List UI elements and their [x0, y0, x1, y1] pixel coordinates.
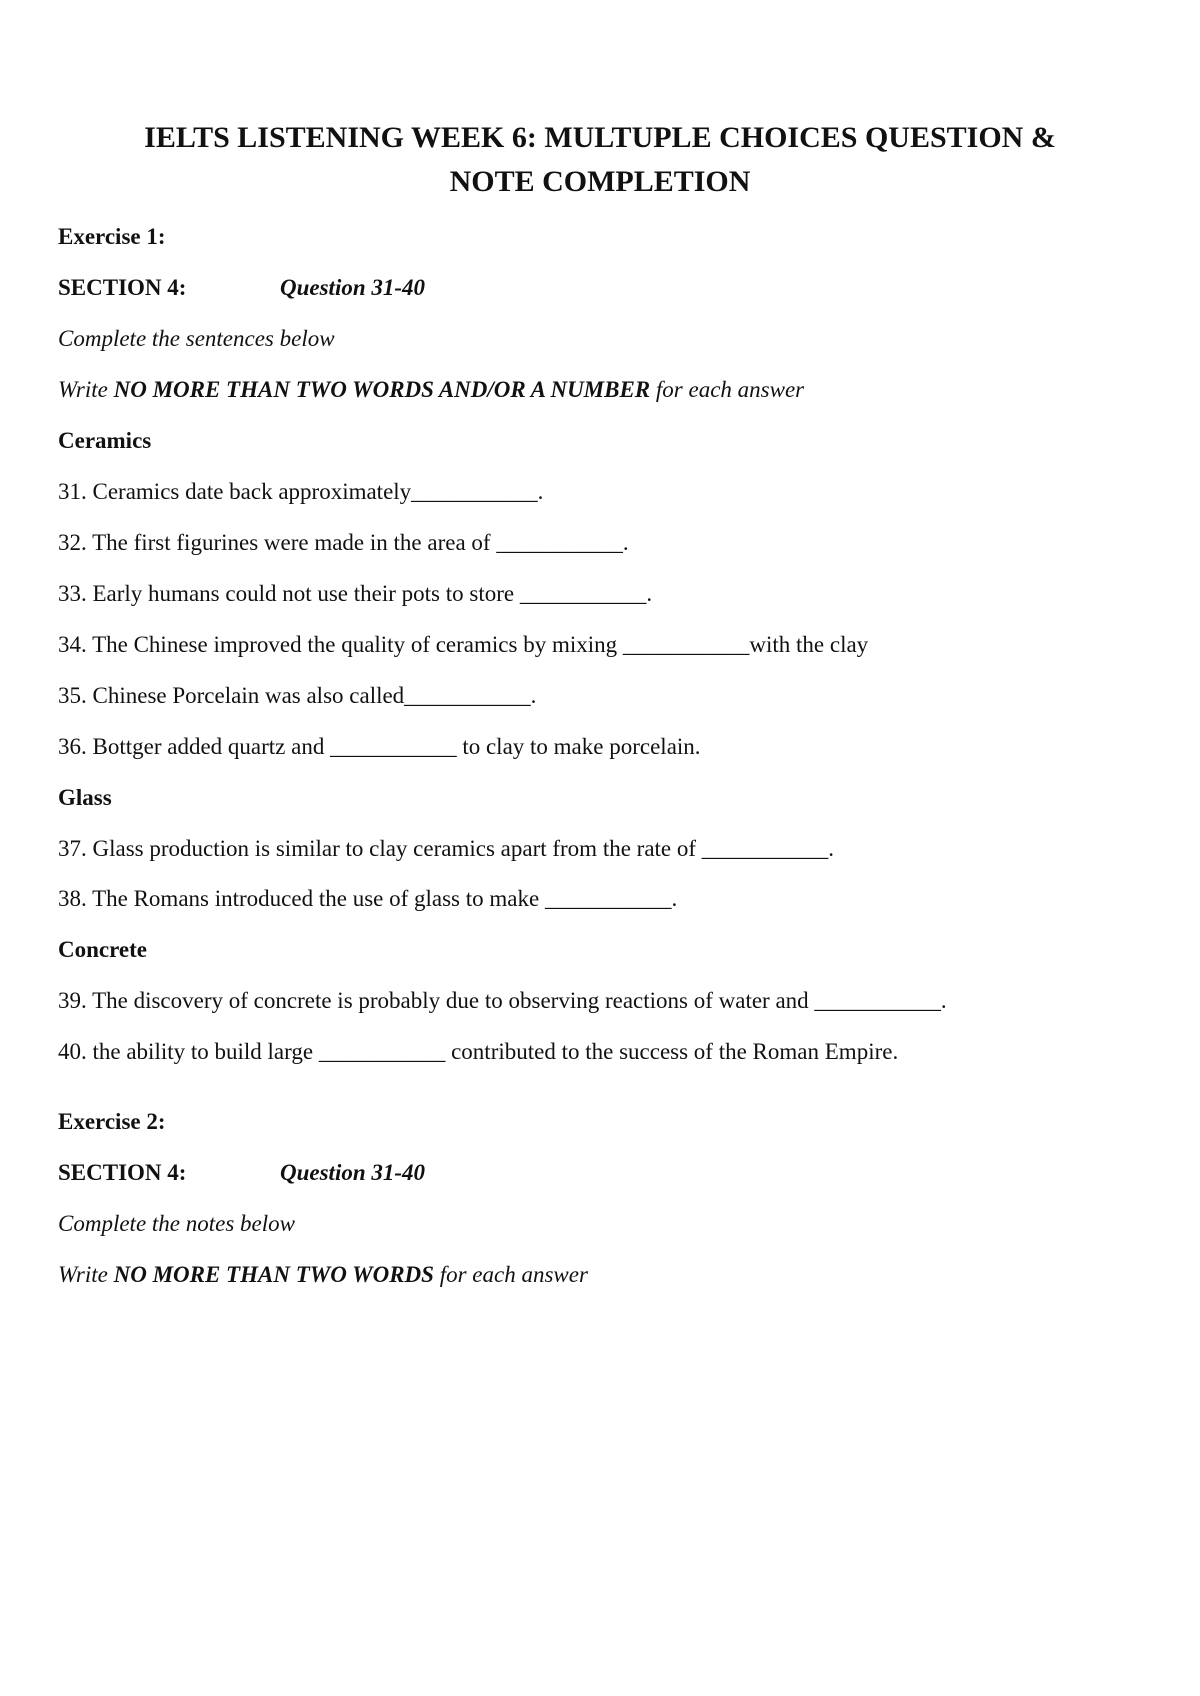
question-39: 39. The discovery of concrete is probably due to observing reactions of water and ___________. [58, 988, 947, 1013]
exercise-1-instruction-2 [58, 375, 804, 405]
instruction-prefix: Write [58, 1262, 114, 1287]
question-32: 32. The first figurines were made in the area of ___________. [58, 530, 629, 555]
question-38: 38. The Romans introduced the use of glass to make ___________. [58, 886, 678, 911]
instruction-word-limit: NO MORE THAN TWO WORDS [113, 1262, 434, 1287]
exercise-1-heading: Exercise 1: [58, 224, 166, 249]
exercise-2-section-row [58, 1158, 758, 1188]
instruction-prefix: Write [58, 377, 114, 402]
question-36: 36. Bottger added quartz and ___________ to clay to make porcelain. [58, 734, 701, 759]
section-label: SECTION 4: [58, 1160, 187, 1185]
instruction-suffix: for each answer [433, 1262, 588, 1287]
question-31: 31. Ceramics date back approximately___________. [58, 479, 544, 504]
group-heading-concrete: Concrete [58, 937, 147, 962]
exercise-1-section-row [58, 273, 758, 303]
question-33: 33. Early humans could not use their pots to store ___________. [58, 581, 653, 606]
question-34: 34. The Chinese improved the quality of ceramics by mixing ___________with the clay [58, 632, 869, 657]
question-range: Question 31-40 [280, 275, 426, 300]
exercise-2-instruction-2 [58, 1260, 588, 1290]
exercise-2-heading: Exercise 2: [58, 1109, 166, 1134]
exercise-2-instruction-1: Complete the notes below [58, 1211, 295, 1236]
group-heading-glass: Glass [58, 785, 112, 810]
title-line-2: NOTE COMPLETION [449, 165, 751, 198]
group-heading-ceramics: Ceramics [58, 428, 152, 453]
document-title [0, 116, 1200, 204]
question-37: 37. Glass production is similar to clay ceramics apart from the rate of ___________. [58, 836, 835, 861]
instruction-suffix: for each answer [650, 377, 805, 402]
title-line-1: IELTS LISTENING WEEK 6: MULTUPLE CHOICES QUESTION & [144, 121, 1056, 154]
question-40: 40. the ability to build large ___________ contributed to the success of the Roman Empire. [58, 1039, 899, 1064]
instruction-word-limit: NO MORE THAN TWO WORDS AND/OR A NUMBER [113, 377, 651, 402]
question-range: Question 31-40 [280, 1160, 426, 1185]
exercise-1-instruction-1: Complete the sentences below [58, 326, 335, 351]
section-label: SECTION 4: [58, 275, 187, 300]
question-35: 35. Chinese Porcelain was also called___________. [58, 683, 537, 708]
